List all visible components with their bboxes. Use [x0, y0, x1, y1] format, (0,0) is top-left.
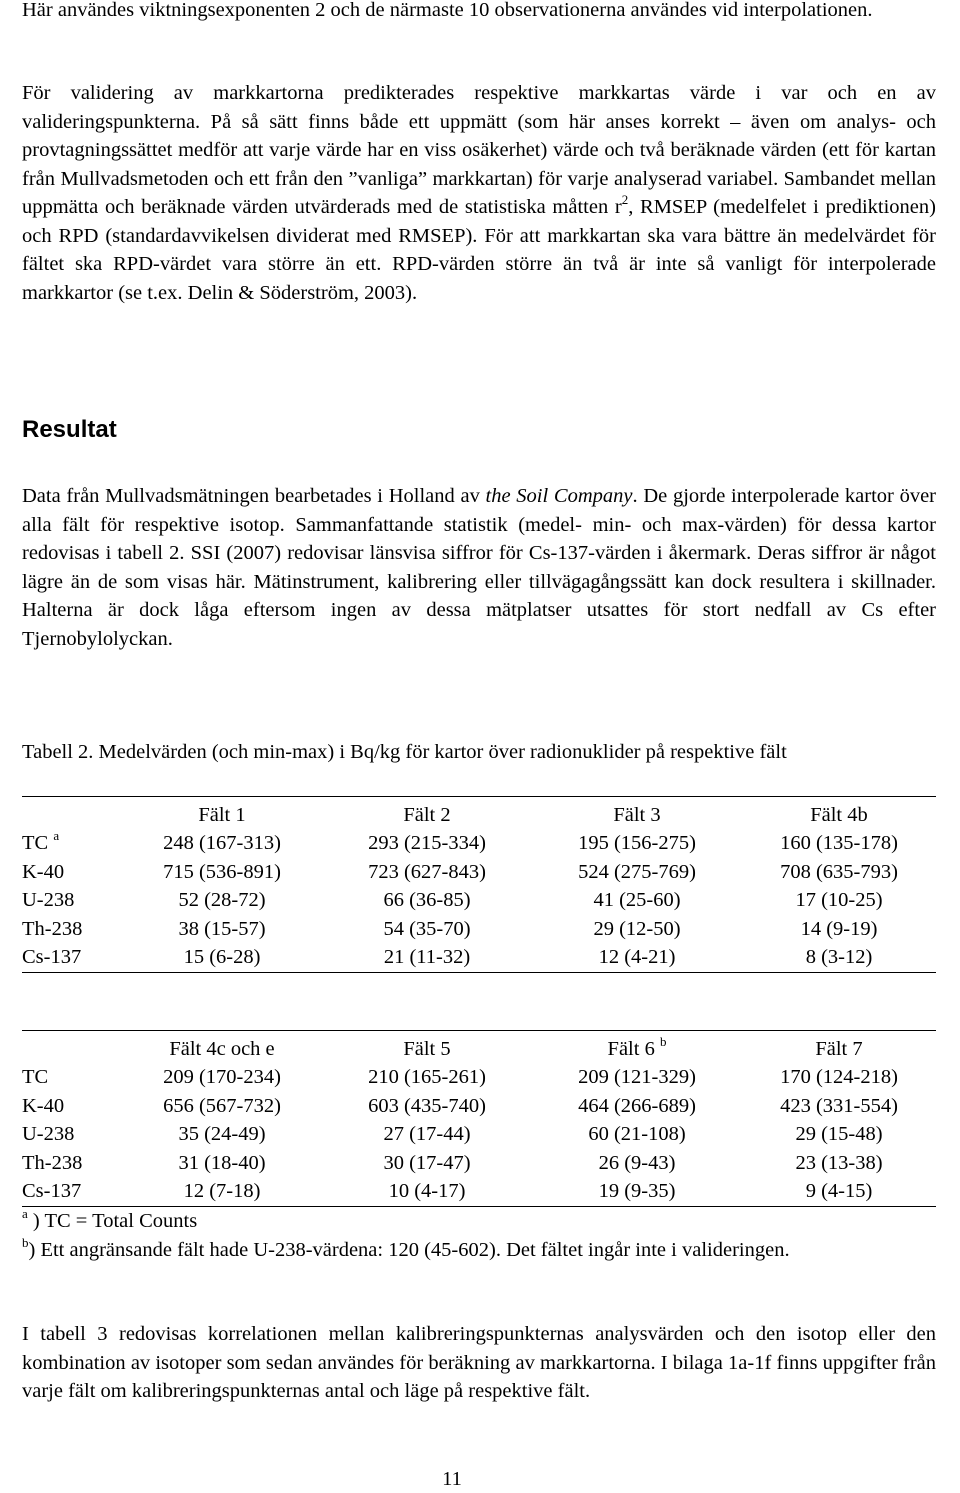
table-header-cell: Fält 7 — [742, 1031, 936, 1064]
row-label-text: TC — [22, 832, 49, 855]
table-row — [22, 1092, 936, 1121]
table-cell: 38 (15-57) — [178, 917, 266, 940]
table-header-blank — [22, 1031, 122, 1064]
table-body — [22, 830, 936, 973]
table-fields-1-4b — [22, 796, 936, 973]
table-header-cell — [532, 1031, 742, 1064]
table-fields-4c-7 — [22, 1030, 936, 1207]
row-label — [22, 887, 122, 916]
table-cell: 12 (4-21) — [532, 944, 742, 973]
table-cell: 293 (215-334) — [368, 832, 486, 855]
table-cell: 12 (7-18) — [122, 1178, 322, 1207]
table-body — [22, 1064, 936, 1207]
table-row — [22, 830, 936, 859]
footnote-b-mark: b — [22, 1235, 29, 1250]
row-label — [22, 944, 122, 973]
table-header-blank — [22, 797, 122, 830]
table-header-row — [22, 797, 936, 830]
row-label — [22, 1064, 122, 1093]
table-cell: 17 (10-25) — [795, 889, 883, 912]
footnote-b — [22, 1236, 902, 1265]
paragraph-validation-tail: , RMSEP (medelfelet i prediktionen) och RPD (standardavvikelsen dividerat med RMSEP). För att markkartan ska vara bättre än medelvärdet för fältet ska RPD-värdet vara större än ett. RPD-värden större än två är inte så vanligt för interpolerade markkartor (se t.ex. Delin & Söderström, 2003). — [22, 196, 936, 304]
footnote-b-text: ) Ett angränsande fält hade U-238-värdena: 120 (45-602). Det fältet ingår inte i valideringen. — [28, 1239, 790, 1261]
table-cell: 8 (3-12) — [742, 944, 936, 973]
row-label-text: Th-238 — [22, 917, 83, 940]
row-label-text: K-40 — [22, 860, 65, 883]
table-cell: 708 (635-793) — [780, 860, 898, 883]
table-cell: 723 (627-843) — [368, 860, 486, 883]
table-cell: 35 (24-49) — [178, 1123, 266, 1146]
table-header-cell: Fält 4b — [742, 797, 936, 830]
table-cell: 9 (4-15) — [742, 1178, 936, 1207]
row-label-text: U-238 — [22, 1123, 75, 1146]
table-row — [22, 1178, 936, 1207]
table-cell: 30 (17-47) — [383, 1151, 471, 1174]
table-header-cell: Fält 3 — [532, 797, 742, 830]
row-label-text: Cs-137 — [22, 1180, 82, 1203]
footnote-b-marker: b — [659, 1033, 667, 1049]
table-header-cell: Fält 2 — [322, 797, 532, 830]
table-row — [22, 1149, 936, 1178]
row-label-text: K-40 — [22, 1094, 65, 1117]
footnote-a-text: ) TC = Total Counts — [27, 1210, 198, 1232]
footnote-a-mark: a — [22, 1206, 28, 1221]
paragraph-results — [22, 482, 936, 653]
r-squared-superscript: 2 — [621, 192, 629, 207]
table-cell: 715 (536-891) — [163, 860, 281, 883]
table-cell: 27 (17-44) — [383, 1123, 471, 1146]
row-label-text: TC — [22, 1066, 49, 1089]
table-cell: 656 (567-732) — [163, 1094, 281, 1117]
table-cell: 524 (275-769) — [578, 860, 696, 883]
paragraph-interpolation: Här användes viktningsexponenten 2 och de närmaste 10 observationerna användes vid interpolationen. — [22, 0, 873, 21]
table-row — [22, 858, 936, 887]
table-cell: 66 (36-85) — [383, 889, 471, 912]
row-label — [22, 1149, 122, 1178]
table-row — [22, 1064, 936, 1093]
table-cell: 19 (9-35) — [532, 1178, 742, 1207]
table-cell: 210 (165-261) — [368, 1066, 486, 1089]
table-cell: 54 (35-70) — [383, 917, 471, 940]
paragraph-results-text-b: . De gjorde interpolerade kartor över alla fält för respektive isotop. Sammanfattande statistik (medel- min- och max-värden) för dessa kartor redovisas i tabell 2. SSI (2007) redovisar länsvisa siffror för Cs-137-värden i åkermark. Deras siffror är något lägre än de som visas här. Mätinstrument, kalibrering eller tillvägagångssätt kan dock resultera i skillnader. Halterna är dock låga eftersom ingen av dessa mätplatser utsattes för stort nedfall av Cs efter Tjernobylolyckan. — [22, 485, 936, 650]
table-header-cell: Fält 5 — [322, 1031, 532, 1064]
table-cell: 41 (25-60) — [593, 889, 681, 912]
table-cell: 60 (21-108) — [588, 1123, 686, 1146]
table-row — [22, 1121, 936, 1150]
row-label — [22, 915, 122, 944]
table-cell: 23 (13-38) — [795, 1151, 883, 1174]
table-cell: 170 (124-218) — [780, 1066, 898, 1089]
table-cell: 14 (9-19) — [800, 917, 878, 940]
paragraph-validation — [22, 79, 936, 307]
table-row — [22, 944, 936, 973]
paragraph-validation-text: För validering av markkartorna predikterades respektive markkartas värde i var och en av valideringspunkterna. På så sätt finns både ett uppmätt (som här anses korrekt – även om analys- och provtagningssättet medför att varje värde har en viss osäkerhet) värde och två beräknade värden (ett för kartan från Mullvadsmetoden och ett från den ”vanliga” markkartan) för varje analyserad variabel. Sambandet mellan uppmätta och beräknade värden utvärderads med de statistiska måtten r — [22, 82, 936, 218]
table-cell: 31 (18-40) — [178, 1151, 266, 1174]
table-header-cell: Fält 4c och e — [122, 1031, 322, 1064]
paragraph-correlation: I tabell 3 redovisas korrelationen mellan kalibreringspunkternas analysvärden och den isotop eller den kombination av isotoper som sedan användes för beräkning av markkartorna. I bilaga 1a-1f finns uppgifter från varje fält om kalibreringspunkternas antal och läge på respektive fält. — [22, 1323, 936, 1402]
table-cell: 209 (121-329) — [578, 1066, 696, 1089]
footnote-a — [22, 1207, 902, 1236]
table-header-row — [22, 1031, 936, 1064]
table-caption: Tabell 2. Medelvärden (och min-max) i Bq/kg för kartor över radionuklider på respektive fält — [22, 741, 787, 763]
footnote-a-marker: a — [53, 828, 60, 844]
section-heading-resultat: Resultat — [22, 416, 117, 443]
table-cell: 603 (435-740) — [368, 1094, 486, 1117]
table-cell: 21 (11-32) — [322, 944, 532, 973]
table-header-cell: Fält 1 — [122, 797, 322, 830]
table-cell: 29 (15-48) — [795, 1123, 883, 1146]
table-row — [22, 887, 936, 916]
company-name: the Soil Company — [485, 485, 633, 507]
row-label-text: Th-238 — [22, 1151, 83, 1174]
table-cell: 15 (6-28) — [122, 944, 322, 973]
row-label-text: U-238 — [22, 889, 75, 912]
page-number: 11 — [442, 1468, 462, 1490]
paragraph-results-text-a: Data från Mullvadsmätningen bearbetades i Holland av — [22, 485, 486, 507]
table-cell: 423 (331-554) — [780, 1094, 898, 1117]
table-row — [22, 915, 936, 944]
table-cell: 160 (135-178) — [780, 832, 898, 855]
row-label — [22, 1121, 122, 1150]
table-cell: 464 (266-689) — [578, 1094, 696, 1117]
row-label — [22, 830, 122, 859]
table-cell: 209 (170-234) — [163, 1066, 281, 1089]
table-cell: 26 (9-43) — [598, 1151, 676, 1174]
row-label — [22, 858, 122, 887]
table-header-text: Fält 6 — [607, 1037, 655, 1060]
table-cell: 52 (28-72) — [178, 889, 266, 912]
table-cell: 248 (167-313) — [163, 832, 281, 855]
row-label-text: Cs-137 — [22, 946, 82, 969]
table-cell: 29 (12-50) — [593, 917, 681, 940]
row-label — [22, 1178, 122, 1207]
table-cell: 10 (4-17) — [322, 1178, 532, 1207]
row-label — [22, 1092, 122, 1121]
table-cell: 195 (156-275) — [578, 832, 696, 855]
